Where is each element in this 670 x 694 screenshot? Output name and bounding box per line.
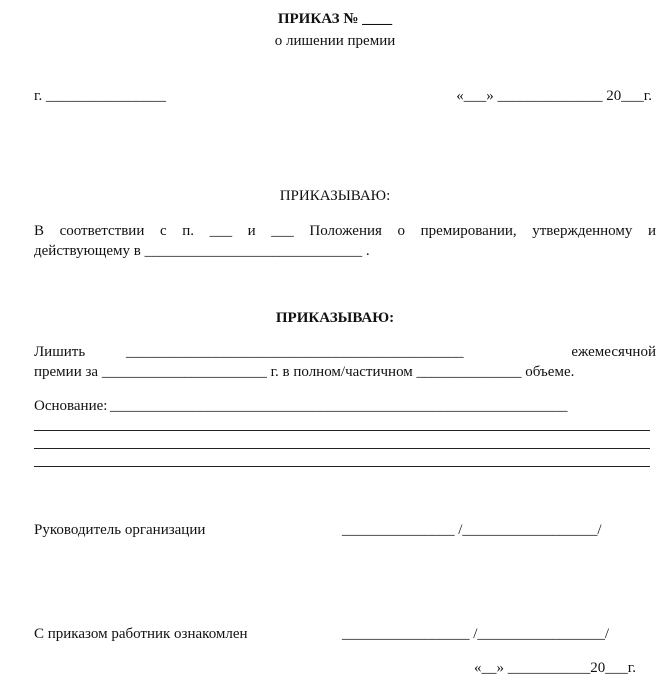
- basis-rule-3: [34, 466, 650, 467]
- director-label: Руководитель организации: [34, 522, 206, 538]
- regulation-line-1: В соответствии с п. ___ и ___ Положения о премировании, утвержденному и: [34, 223, 656, 239]
- basis-rule-1: [34, 430, 650, 431]
- regulation-paragraph: [34, 221, 656, 261]
- regulation-line-2: действующему в _____________________________ .: [34, 243, 370, 259]
- order-heading-bold: ПРИКАЗЫВАЮ:: [275, 310, 395, 326]
- monthly-label: ежемесячной: [571, 344, 656, 360]
- bonus-period-line: премии за ______________________ г. в полном/частичном ______________ объеме.: [34, 364, 575, 380]
- city-field: г. ________________: [34, 88, 166, 104]
- basis-label: Основание:: [34, 398, 108, 414]
- employee-signature-blanks: _________________ /_________________/: [342, 626, 610, 642]
- order-date-field: «___» ______________ 20___г.: [456, 88, 652, 104]
- deprive-label: Лишить: [34, 344, 86, 360]
- acknowledgment-label: С приказом работник ознакомлен: [34, 626, 248, 642]
- order-title: ПРИКАЗ № ____: [277, 11, 393, 27]
- basis-blank: _____________________________________________________________: [110, 398, 568, 414]
- employee-blank: _____________________________________________: [126, 344, 464, 360]
- order-heading: ПРИКАЗЫВАЮ:: [279, 188, 391, 204]
- acknowledgment-date: «__» ___________20___г.: [474, 660, 636, 676]
- basis-rule-2: [34, 448, 650, 449]
- order-subtitle: о лишении премии: [274, 33, 396, 49]
- director-signature-blanks: _______________ /__________________/: [342, 522, 602, 538]
